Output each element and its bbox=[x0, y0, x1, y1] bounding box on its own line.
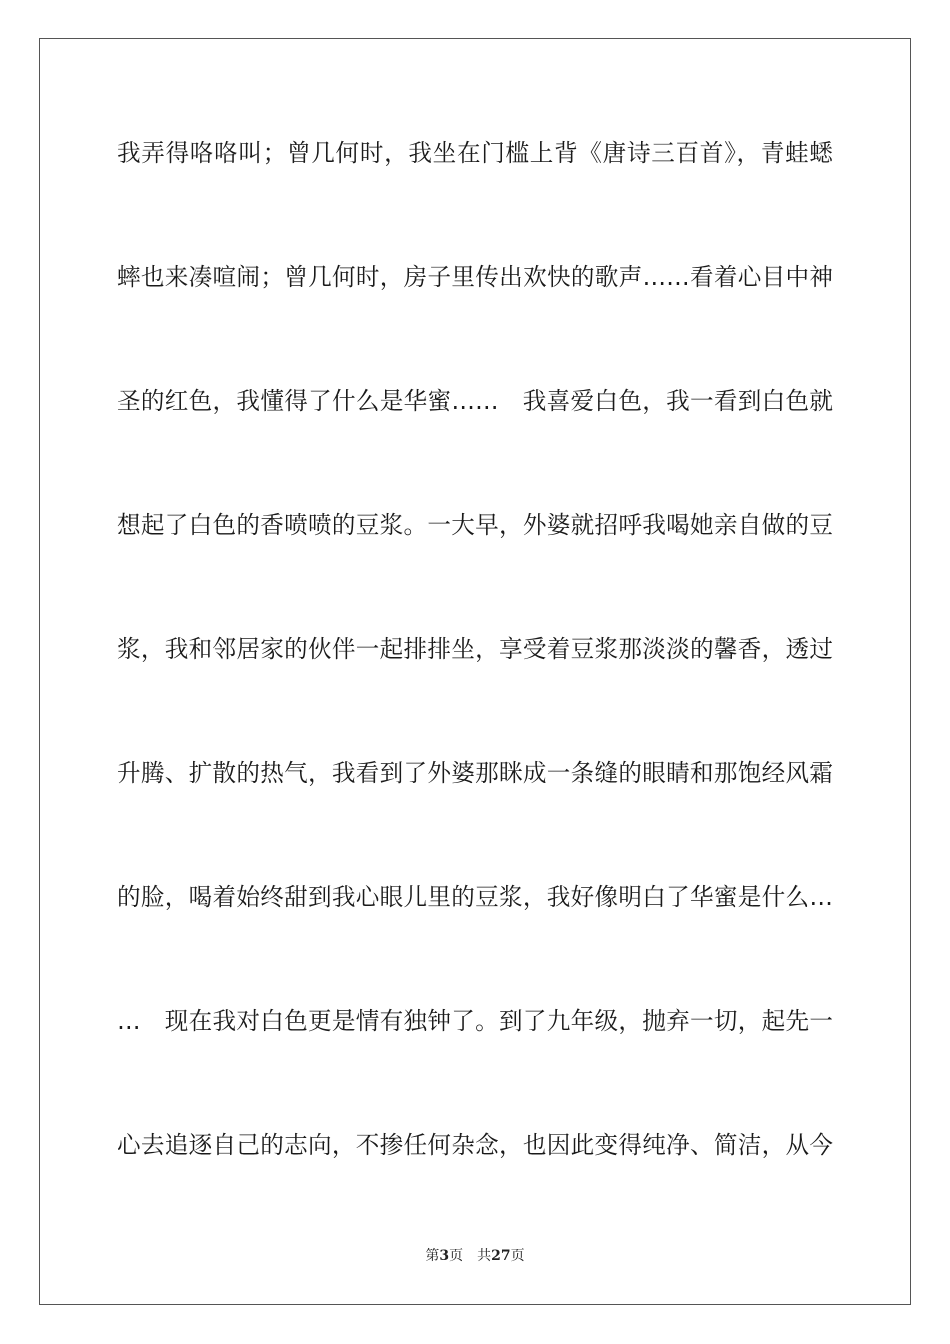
text-line-5: 浆，我和邻居家的伙伴一起排排坐，享受着豆浆那淡淡的馨香，透过 bbox=[117, 635, 833, 663]
text-line-9: 心去追逐自己的志向，不掺任何杂念，也因此变得纯净、简洁，从今 bbox=[117, 1131, 833, 1159]
text-line-8: … 现在我对白色更是情有独钟了。到了九年级，抛弃一切，起先一 bbox=[117, 1007, 833, 1035]
text-line-6: 升腾、扩散的热气，我看到了外婆那眯成一条缝的眼睛和那饱经风霜 bbox=[117, 759, 833, 787]
page-suffix: 页 bbox=[449, 1248, 464, 1264]
total-pages: 27 bbox=[491, 1248, 511, 1264]
text-line-1: 我弄得咯咯叫；曾几何时，我坐在门槛上背《唐诗三百首》，青蛙蟋 bbox=[117, 139, 833, 167]
text-line-4: 想起了白色的香喷喷的豆浆。一大早，外婆就招呼我喝她亲自做的豆 bbox=[117, 511, 833, 539]
page-footer bbox=[0, 1245, 950, 1265]
total-prefix: 共 bbox=[477, 1248, 492, 1264]
page-number: 3 bbox=[439, 1248, 450, 1264]
text-line-7: 的脸，喝着始终甜到我心眼儿里的豆浆，我好像明白了华蜜是什么… bbox=[117, 883, 833, 911]
total-suffix: 页 bbox=[510, 1248, 525, 1264]
text-line-3: 圣的红色，我懂得了什么是华蜜…… 我喜爱白色，我一看到白色就 bbox=[117, 387, 833, 415]
document-body bbox=[117, 125, 833, 1241]
text-line-2: 蟀也来凑喧闹；曾几何时，房子里传出欢快的歌声……看着心目中神 bbox=[117, 263, 833, 291]
page-prefix: 第 bbox=[425, 1248, 440, 1264]
